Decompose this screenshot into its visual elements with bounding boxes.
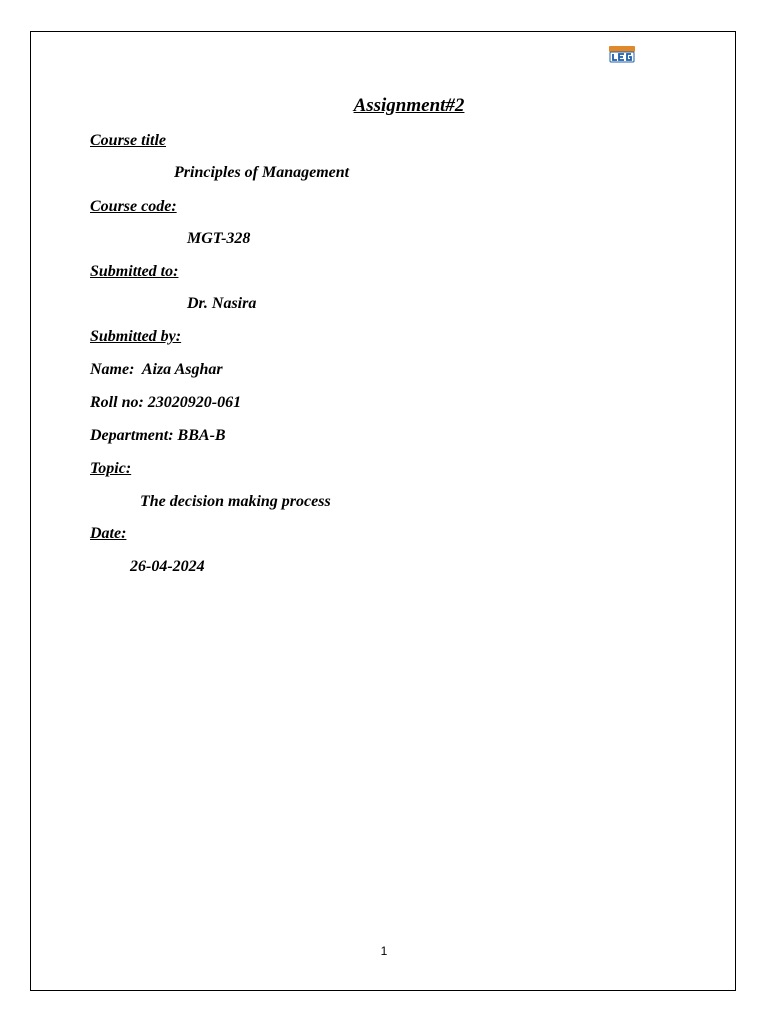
topic-heading: Topic: — [90, 460, 132, 477]
date-value: 26-04-2024 — [130, 558, 205, 575]
course-title-value: Principles of Management — [174, 164, 350, 181]
submitted-to-heading: Submitted to: — [90, 263, 179, 280]
page-number: 1 — [380, 944, 388, 958]
page-border — [30, 31, 736, 991]
course-code-value: MGT-328 — [187, 230, 251, 247]
university-logo — [607, 45, 637, 63]
student-name: Name: Aiza Asghar — [90, 361, 223, 378]
logo-banner — [609, 46, 635, 52]
submitted-by-heading: Submitted by: — [90, 328, 182, 345]
roll-number: Roll no: 23020920-061 — [90, 394, 242, 411]
submitted-to-value: Dr. Nasira — [187, 295, 257, 312]
course-title-heading: Course title — [90, 132, 167, 149]
course-code-heading: Course code: — [90, 198, 177, 215]
document-title: Assignment#2 — [353, 95, 465, 116]
date-heading: Date: — [90, 525, 127, 542]
topic-value: The decision making process — [140, 493, 331, 510]
department: Department: BBA-B — [90, 427, 226, 444]
